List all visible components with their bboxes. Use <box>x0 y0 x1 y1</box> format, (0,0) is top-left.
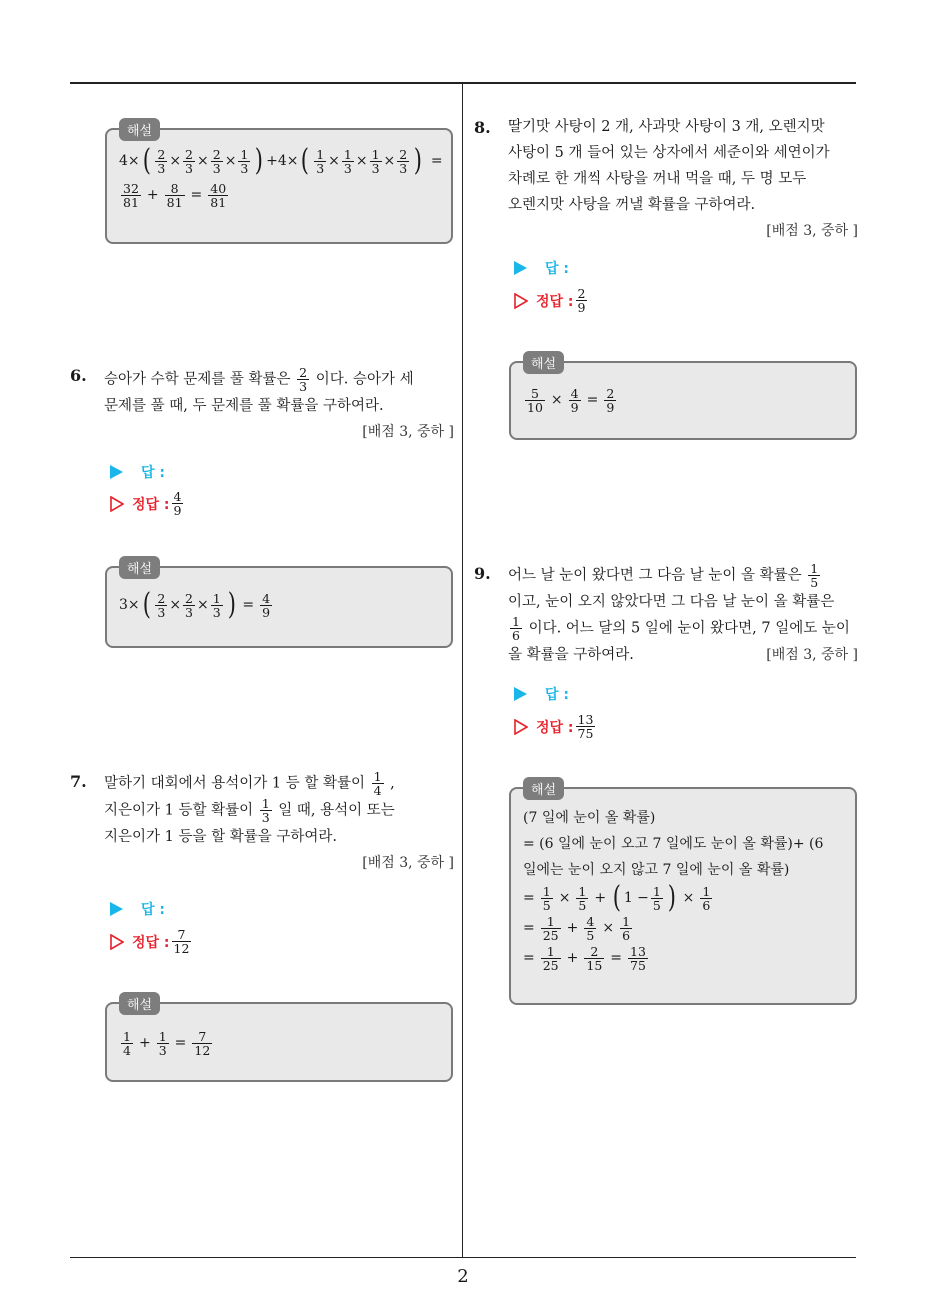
fraction: $\frac{2}{3}$ <box>157 146 166 176</box>
fraction: $\frac{1}{4}$ <box>123 1028 131 1058</box>
question-number: 9. <box>474 564 491 583</box>
question-9: 어느 날 눈이 왔다면 그 다음 날 눈이 올 확률은 $\frac{1}{5}$ 이고, 눈이 오지 않았다면 그 다음 날 눈이 올 확률은 $\frac{1}{6}$ 이다. 어느 달의 5 일에 눈이 왔다면, 7 일에도 눈이 올 확률을 구하여라. [배점 3, 중하 ] <box>508 562 858 668</box>
math-line: = $\frac{1}{25}$ + $\frac{2}{15}$ = $\frac{13}{75}$ <box>523 943 646 973</box>
fraction: $\frac{40}{81}$ <box>210 180 227 210</box>
math-line: $\frac{32}{81}$ + $\frac{8}{81}$ = $\frac{40}{81}$ <box>123 180 227 210</box>
play-icon <box>110 902 123 916</box>
math-line: 3× ( $\frac{2}{3}$ × $\frac{2}{3}$ × $\frac{1}{3}$ ) = $\frac{4}{9}$ <box>119 587 271 622</box>
answer-line: 답 : <box>110 899 165 919</box>
outline-triangle-icon <box>110 934 124 950</box>
fraction: $\frac{1}{5}$ <box>578 883 587 913</box>
correct-answer-line: 정답 : $\frac{7}{12}$ <box>110 928 193 955</box>
fraction: $\frac{1}{5}$ <box>810 561 819 590</box>
fraction: $\frac{1}{5}$ <box>542 883 551 913</box>
fraction: $\frac{32}{81}$ <box>123 180 139 210</box>
answer-line: 답 : <box>514 258 569 278</box>
fraction: $\frac{2}{3}$ <box>185 590 193 620</box>
fraction: $\frac{1}{3}$ <box>158 1028 167 1058</box>
fraction: $\frac{1}{25}$ <box>542 943 559 973</box>
math-line: = $\frac{1}{25}$ + $\frac{4}{5}$ × $\frac{1}{6}$ <box>523 913 631 943</box>
fraction: $\frac{1}{3}$ <box>343 146 352 176</box>
correct-answer-line: 정답 : $\frac{4}{9}$ <box>110 490 185 517</box>
play-icon <box>110 465 123 479</box>
score-meta: [배점 3, 중하 ] <box>766 647 858 663</box>
solution-box-q8 <box>509 357 857 440</box>
correct-answer-line: 정답 : $\frac{13}{75}$ <box>514 713 597 740</box>
question-number: 6. <box>70 366 87 385</box>
fraction: $\frac{1}{25}$ <box>542 913 559 943</box>
solution-box-q5 <box>105 124 453 244</box>
fraction: $\frac{13}{75}$ <box>630 943 646 973</box>
solution-box-q9: 해설 (7 일에 눈이 올 확률) = (6 일에 눈이 오고 7 일에도 눈이 올 확률)+ (6 일에는 눈이 오지 않고 7 일에 눈이 올 확률) = $\frac{1}{5}$ × $\frac{1}{5}$ + ( 1 − $\frac{1}{5}$ ) × $\frac{1}{6}$ = $\frac{1}{25}$ + $\frac{4}{5}$ × $\frac{1}{6}$ = $\frac{1}{25}$ + $\frac{2}{15}$ = $\frac{13}{75}$ <box>509 787 857 1005</box>
fraction: $\frac{4}{5}$ <box>586 913 595 943</box>
solution-tab: 해설 <box>523 777 564 800</box>
answer-line: 답 : <box>110 462 165 482</box>
fraction: $\frac{2}{3}$ <box>299 365 308 394</box>
solution-tab: 해설 <box>523 351 564 374</box>
play-icon <box>514 261 527 275</box>
fraction: $\frac{4}{9}$ <box>173 489 182 518</box>
fraction: $\frac{1}{3}$ <box>316 146 325 176</box>
fraction: $\frac{7}{12}$ <box>173 927 190 956</box>
correct-answer-line: 정답 : $\frac{2}{9}$ <box>514 287 589 314</box>
fraction: $\frac{1}{6}$ <box>512 614 520 643</box>
fraction: $\frac{2}{3}$ <box>212 146 221 176</box>
outline-triangle-icon <box>514 293 528 309</box>
solution-box-q6 <box>105 562 453 648</box>
fraction: $\frac{2}{9}$ <box>606 385 615 415</box>
top-rule <box>70 82 856 84</box>
answer-line: 답 : <box>514 684 569 704</box>
solution-tab: 해설 <box>119 992 160 1015</box>
fraction: $\frac{2}{3}$ <box>185 146 193 176</box>
question-8: 딸기맛 사탕이 2 개, 사과맛 사탕이 3 개, 오렌지맛 사탕이 5 개 들어 있는 상자에서 세준이와 세연이가 차례로 한 개씩 사탕을 꺼내 먹을 때, 두 명 모두 오렌지맛 사탕을 꺼낼 확률을 구하여라. [배점 3, 중하 ] <box>508 119 858 239</box>
play-icon <box>514 687 527 701</box>
math-line: $\frac{5}{10}$ × $\frac{4}{9}$ = $\frac{2}{9}$ <box>527 385 615 415</box>
page-number: 2 <box>457 1266 469 1287</box>
question-number: 7. <box>70 772 87 791</box>
fraction: $\frac{1}{6}$ <box>622 913 631 943</box>
fraction: $\frac{13}{75}$ <box>577 712 594 741</box>
fraction: $\frac{5}{10}$ <box>527 385 543 415</box>
fraction: $\frac{1}{6}$ <box>702 883 711 913</box>
fraction: $\frac{1}{3}$ <box>261 796 270 825</box>
fraction: $\frac{1}{3}$ <box>371 146 380 176</box>
question-6: 승아가 수학 문제를 풀 확률은 $\frac{2}{3}$ 이다. 승아가 세 문제를 풀 때, 두 문제를 풀 확률을 구하여라. [배점 3, 중하 ] <box>104 365 454 440</box>
fraction: $\frac{1}{5}$ <box>652 883 661 913</box>
score-meta: [배점 3, 중하 ] <box>362 424 454 440</box>
fraction: $\frac{8}{81}$ <box>166 180 183 210</box>
math-line: 4× ( $\frac{2}{3}$ × $\frac{2}{3}$ × $\frac{2}{3}$ × $\frac{1}{3}$ ) +4× ( $\frac{1}{3}$ × $\frac{1}{3}$ × $\frac{1}{3}$ × $\frac{2}{3}$ ) = <box>119 143 443 178</box>
fraction: $\frac{2}{9}$ <box>577 286 586 315</box>
math-line: $\frac{1}{4}$ + $\frac{1}{3}$ = $\frac{7}{12}$ <box>123 1028 211 1058</box>
solution-box-q7 <box>105 998 453 1082</box>
solution-tab: 해설 <box>119 556 160 579</box>
fraction: $\frac{2}{3}$ <box>399 146 408 176</box>
solution-tab: 해설 <box>119 118 160 141</box>
outline-triangle-icon <box>110 496 124 512</box>
bottom-rule <box>70 1257 856 1258</box>
column-divider <box>462 84 463 1258</box>
score-meta: [배점 3, 중하 ] <box>362 855 454 871</box>
fraction: $\frac{1}{3}$ <box>212 590 221 620</box>
question-7: 말하기 대회에서 용석이가 1 등 할 확률이 $\frac{1}{4}$ , 지은이가 1 등할 확률이 $\frac{1}{3}$ 일 때, 용석이 또는 지은이가 1 등을 할 확률을 구하여라. [배점 3, 중하 ] <box>104 769 454 871</box>
fraction: $\frac{4}{9}$ <box>570 385 579 415</box>
fraction: $\frac{7}{12}$ <box>194 1028 211 1058</box>
outline-triangle-icon <box>514 719 528 735</box>
math-line: = $\frac{1}{5}$ × $\frac{1}{5}$ + ( 1 − $\frac{1}{5}$ ) × $\frac{1}{6}$ <box>523 880 711 915</box>
question-number: 8. <box>474 118 491 137</box>
fraction: $\frac{1}{3}$ <box>240 146 249 176</box>
score-meta: [배점 3, 중하 ] <box>766 223 858 239</box>
fraction: $\frac{1}{4}$ <box>373 769 382 798</box>
fraction: $\frac{4}{9}$ <box>262 590 271 620</box>
fraction: $\frac{2}{3}$ <box>157 590 166 620</box>
fraction: $\frac{2}{15}$ <box>586 943 603 973</box>
